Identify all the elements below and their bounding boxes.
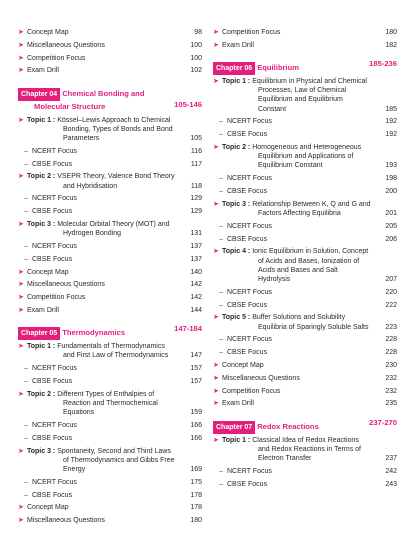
toc-entry-text: NCERT Focus xyxy=(32,421,77,429)
page-number: 230 xyxy=(385,361,397,369)
page-number: 228 xyxy=(385,336,397,344)
toc-entry[interactable] xyxy=(18,516,204,525)
toc-entry[interactable] xyxy=(213,235,399,244)
toc-entry-text xyxy=(27,447,204,475)
dash-bullet-icon: – xyxy=(24,421,28,429)
page-number: 205 xyxy=(385,222,397,230)
toc-entry-text xyxy=(222,247,399,284)
dash-bullet-icon: – xyxy=(219,288,223,296)
dash-bullet-icon: – xyxy=(24,160,28,168)
page-number: 180 xyxy=(190,517,202,525)
page-number: 169 xyxy=(190,465,202,473)
arrow-bullet-icon: ➤ xyxy=(18,306,24,314)
toc-entry[interactable] xyxy=(213,187,399,196)
topic-title: Ionic Equilibrium in Solution, Concept of Acids and Bases, Ionization of Acids and Bases and Salt Hydrolysis xyxy=(252,248,369,283)
dash-bullet-icon: – xyxy=(24,208,28,216)
dash-bullet-icon: – xyxy=(219,131,223,139)
page-number: 157 xyxy=(190,377,202,385)
toc-entry-text: Miscellaneous Questions xyxy=(27,517,105,525)
dash-bullet-icon: – xyxy=(219,188,223,195)
toc-entry-text: CBSE Focus xyxy=(32,255,73,263)
toc-entry[interactable] xyxy=(213,480,399,489)
topic-title: Different Types of Enthalpies of Reaction and Thermochemical Equations xyxy=(57,390,158,417)
arrow-bullet-icon: ➤ xyxy=(18,390,24,398)
toc-topic-entry[interactable] xyxy=(213,77,399,114)
toc-entry-text: Concept Map xyxy=(27,504,69,512)
dash-bullet-icon: – xyxy=(219,349,223,357)
dash-bullet-icon: – xyxy=(24,195,28,203)
page-number: 182 xyxy=(385,41,397,49)
arrow-bullet-icon: ➤ xyxy=(18,517,24,525)
arrow-bullet-icon: ➤ xyxy=(18,294,24,302)
toc-entry-text: NCERT Focus xyxy=(227,175,272,183)
chapter-page-range: 147-184 xyxy=(174,324,202,334)
toc-entry[interactable] xyxy=(213,117,399,126)
arrow-bullet-icon: ➤ xyxy=(18,268,24,276)
topic-label: Topic 3 : xyxy=(27,220,56,228)
chapter-title-block xyxy=(213,57,353,75)
page-number: 102 xyxy=(190,67,202,75)
toc-topic-entry[interactable] xyxy=(18,342,204,360)
page-number: 242 xyxy=(385,467,397,475)
toc-entry-text: Miscellaneous Questions xyxy=(222,374,300,382)
page-number: 206 xyxy=(385,235,397,243)
chapter-heading[interactable] xyxy=(213,416,399,431)
page-number: 228 xyxy=(385,349,397,357)
toc-entry[interactable] xyxy=(18,377,204,386)
arrow-bullet-icon: ➤ xyxy=(213,144,219,151)
page-number: 131 xyxy=(190,230,202,238)
toc-entry-text xyxy=(222,77,399,114)
dash-bullet-icon: – xyxy=(219,301,223,309)
toc-entry-text xyxy=(27,390,204,418)
toc-entry[interactable] xyxy=(213,288,399,297)
toc-entry-text: Exam Drill xyxy=(27,306,59,314)
chapter-page-range: 185-236 xyxy=(369,59,397,68)
chapter-page-range: 237-270 xyxy=(369,417,397,427)
toc-entry[interactable] xyxy=(18,478,204,487)
toc-entry-text: NCERT Focus xyxy=(32,147,77,155)
chapter-title-block xyxy=(213,416,353,434)
toc-entry[interactable] xyxy=(18,41,204,50)
dash-bullet-icon: – xyxy=(219,118,223,126)
chapter-heading[interactable] xyxy=(18,83,204,111)
toc-entry-text: CBSE Focus xyxy=(227,349,268,357)
toc-entry-text: CBSE Focus xyxy=(32,434,73,442)
toc-entry-text xyxy=(222,313,399,331)
page-number: 116 xyxy=(190,147,202,155)
chapter-badge: Chapter 06 xyxy=(213,62,255,75)
arrow-bullet-icon: ➤ xyxy=(213,41,219,49)
toc-entry-text: Exam Drill xyxy=(27,67,59,75)
toc-entry-text: NCERT Focus xyxy=(227,336,272,344)
page-number: 223 xyxy=(385,323,397,331)
topic-label: Topic 4 : xyxy=(222,248,251,256)
topic-label: Topic 2 : xyxy=(222,144,251,151)
page-number: 166 xyxy=(190,434,202,442)
toc-entry-text xyxy=(27,172,204,190)
page-number: 118 xyxy=(190,182,202,190)
toc-entry-text: CBSE Focus xyxy=(227,301,268,309)
arrow-bullet-icon: ➤ xyxy=(18,281,24,289)
toc-left-column xyxy=(18,28,204,529)
toc-topic-entry[interactable] xyxy=(18,172,204,190)
chapter-title-line-2: Molecular Structure xyxy=(34,101,106,111)
dash-bullet-icon: – xyxy=(24,242,28,250)
dash-bullet-icon: – xyxy=(24,434,28,442)
toc-entry-text: NCERT Focus xyxy=(227,288,272,296)
page-number: 178 xyxy=(190,491,202,499)
arrow-bullet-icon: ➤ xyxy=(18,41,24,49)
toc-entry-text: Concept Map xyxy=(222,361,264,369)
page-number: 192 xyxy=(385,118,397,126)
toc-entry-text: CBSE Focus xyxy=(32,377,73,385)
dash-bullet-icon: – xyxy=(219,480,223,488)
page-number: 142 xyxy=(190,294,202,302)
toc-entry-text: NCERT Focus xyxy=(227,222,272,230)
topic-title: Fundamentals of Thermodynamics and First Law of Thermodynamics xyxy=(57,343,169,360)
dash-bullet-icon: – xyxy=(24,377,28,385)
toc-entry-text: NCERT Focus xyxy=(227,467,272,475)
dash-bullet-icon: – xyxy=(219,175,223,183)
toc-topic-entry[interactable] xyxy=(18,390,204,418)
dash-bullet-icon: – xyxy=(24,255,28,263)
arrow-bullet-icon: ➤ xyxy=(213,436,219,444)
page-number: 129 xyxy=(190,208,202,216)
toc-topic-entry[interactable] xyxy=(18,447,204,475)
toc-topic-entry[interactable] xyxy=(213,200,399,218)
dash-bullet-icon: – xyxy=(219,336,223,344)
toc-entry[interactable] xyxy=(213,41,399,50)
toc-entry-text: CBSE Focus xyxy=(32,208,73,216)
page-number: 232 xyxy=(385,387,397,395)
page-number: 185 xyxy=(385,105,397,113)
toc-topic-entry[interactable] xyxy=(18,116,204,144)
arrow-bullet-icon: ➤ xyxy=(213,361,219,369)
page-number: 129 xyxy=(190,195,202,203)
page-number: 192 xyxy=(385,131,397,139)
toc-entry-text: NCERT Focus xyxy=(32,478,77,486)
topic-title: Classical Idea of Redox Reactions and Redox Reactions in Terms of Electron Transfer xyxy=(252,436,361,462)
page-number: 235 xyxy=(385,400,397,408)
toc-entry[interactable] xyxy=(213,335,399,344)
topic-label: Topic 2 : xyxy=(27,173,56,181)
page-number: 222 xyxy=(385,301,397,309)
chapter-title-block xyxy=(18,322,158,340)
arrow-bullet-icon: ➤ xyxy=(18,67,24,75)
toc-entry-text: Competition Focus xyxy=(27,294,86,302)
arrow-bullet-icon: ➤ xyxy=(213,387,219,395)
page-number: 175 xyxy=(190,478,202,486)
page-number: 100 xyxy=(190,41,202,49)
toc-entry-text xyxy=(27,342,204,360)
topic-label: Topic 1 : xyxy=(222,78,251,85)
toc-entry-text: CBSE Focus xyxy=(32,160,73,168)
chapter-heading[interactable] xyxy=(18,322,204,337)
page-number: 198 xyxy=(385,175,397,183)
toc-entry-text: Exam Drill xyxy=(222,400,254,408)
topic-title: Kössel–Lewis Approach to Chemical Bonding, Types of Bonds and Bond Parameters xyxy=(57,116,173,142)
arrow-bullet-icon: ➤ xyxy=(18,504,24,512)
toc-entry-text: CBSE Focus xyxy=(227,131,268,139)
dash-bullet-icon: – xyxy=(219,222,223,230)
toc-entry-text xyxy=(222,143,399,171)
arrow-bullet-icon: ➤ xyxy=(213,400,219,408)
toc-entry-text xyxy=(222,200,399,218)
toc-entry-text xyxy=(27,116,204,144)
topic-title: Equilibrium in Physical and Chemical Processes, Law of Chemical Equilibrium and Equilibrium Constant xyxy=(252,78,367,113)
toc-entry-text: NCERT Focus xyxy=(32,195,77,203)
chapter-badge: Chapter 07 xyxy=(213,421,255,434)
page-number: 137 xyxy=(190,255,202,263)
toc-entry-text xyxy=(27,220,204,238)
toc-topic-entry[interactable] xyxy=(18,220,204,238)
toc-topic-entry[interactable] xyxy=(213,247,399,284)
arrow-bullet-icon: ➤ xyxy=(18,116,24,124)
topic-label: Topic 1 : xyxy=(222,436,251,444)
topic-title: Spontaneity, Second and Third Laws of Thermodynamics and Gibbs Free Energy xyxy=(57,447,175,473)
page-number: 243 xyxy=(385,480,397,488)
toc-entry-text: Miscellaneous Questions xyxy=(27,281,105,289)
toc-entry[interactable] xyxy=(18,293,204,302)
arrow-bullet-icon: ➤ xyxy=(213,248,219,256)
topic-label: Topic 3 : xyxy=(222,200,251,208)
toc-entry-text: Competition Focus xyxy=(222,387,281,395)
toc-entry-text: Concept Map xyxy=(27,268,69,276)
topic-label: Topic 5 : xyxy=(222,314,251,322)
toc-entry[interactable] xyxy=(213,301,399,310)
page-number: 98 xyxy=(194,29,202,36)
toc-entry[interactable] xyxy=(18,28,204,37)
toc-entry[interactable] xyxy=(18,54,204,63)
chapter-title: Chemical Bonding and xyxy=(62,88,145,98)
toc-entry[interactable] xyxy=(213,174,399,183)
page-number: 232 xyxy=(385,374,397,382)
chapter-badge: Chapter 05 xyxy=(18,327,60,340)
topic-label: Topic 2 : xyxy=(27,390,56,398)
topic-label: Topic 3 : xyxy=(27,447,56,455)
topic-title: Molecular Orbital Theory (MOT) and Hydrogen Bonding xyxy=(57,220,170,238)
topic-title: VSEPR Theory, Valence Bond Theory and Hybridisation xyxy=(57,173,175,190)
toc-entry-text: NCERT Focus xyxy=(227,118,272,126)
chapter-badge: Chapter 04 xyxy=(18,88,60,101)
page-number: 159 xyxy=(190,409,202,417)
toc-entry[interactable] xyxy=(18,434,204,443)
chapter-title: Thermodynamics xyxy=(62,328,126,338)
page-number: 237 xyxy=(385,454,397,462)
toc-entry[interactable] xyxy=(18,147,204,156)
toc-entry-text: CBSE Focus xyxy=(32,491,73,499)
topic-title: Homogeneous and Heterogeneous Equilibrium and Applications of Equilibrium Constant xyxy=(252,144,362,170)
dash-bullet-icon: – xyxy=(219,467,223,475)
toc-entry-text: CBSE Focus xyxy=(227,235,268,243)
page-number: 201 xyxy=(385,210,397,217)
topic-label: Topic 1 : xyxy=(27,343,56,351)
page-number: 200 xyxy=(385,188,397,195)
toc-entry[interactable] xyxy=(213,361,399,370)
toc-entry[interactable] xyxy=(18,207,204,216)
page-number: 157 xyxy=(190,365,202,373)
page-number: 144 xyxy=(190,306,202,314)
page-number: 178 xyxy=(190,504,202,512)
topic-label: Topic 1 : xyxy=(27,116,56,124)
arrow-bullet-icon: ➤ xyxy=(213,78,219,85)
toc-entry[interactable] xyxy=(18,503,204,512)
dash-bullet-icon: – xyxy=(24,365,28,373)
arrow-bullet-icon: ➤ xyxy=(18,29,24,36)
page-number: 180 xyxy=(385,29,397,36)
toc-entry[interactable] xyxy=(213,399,399,408)
toc-entry[interactable] xyxy=(213,467,399,476)
toc-topic-entry[interactable] xyxy=(213,143,399,171)
chapter-title: Equilibrium xyxy=(257,63,299,72)
toc-entry[interactable] xyxy=(18,364,204,373)
arrow-bullet-icon: ➤ xyxy=(18,173,24,181)
toc-entry-text: NCERT Focus xyxy=(32,242,77,250)
toc-topic-entry[interactable] xyxy=(213,313,399,331)
chapter-title-block xyxy=(18,83,158,113)
toc-entry[interactable] xyxy=(18,306,204,315)
toc-entry-text: CBSE Focus xyxy=(227,480,268,488)
arrow-bullet-icon: ➤ xyxy=(213,314,219,322)
toc-entry[interactable] xyxy=(18,421,204,430)
arrow-bullet-icon: ➤ xyxy=(18,343,24,351)
dash-bullet-icon: – xyxy=(24,491,28,499)
toc-entry[interactable] xyxy=(18,242,204,251)
toc-entry[interactable] xyxy=(213,130,399,139)
toc-entry[interactable] xyxy=(18,491,204,500)
toc-entry[interactable] xyxy=(213,28,399,37)
toc-entry[interactable] xyxy=(213,387,399,396)
chapter-heading[interactable] xyxy=(213,57,399,72)
page-number: 117 xyxy=(190,160,202,168)
toc-entry-text: Competition Focus xyxy=(27,54,86,62)
toc-right-column xyxy=(213,28,399,492)
page-number: 137 xyxy=(190,242,202,250)
dash-bullet-icon: – xyxy=(219,235,223,243)
page-number: 166 xyxy=(190,421,202,429)
toc-entry-text: NCERT Focus xyxy=(32,365,77,373)
dash-bullet-icon: – xyxy=(24,478,28,486)
page-number: 193 xyxy=(385,162,397,170)
toc-entry-text: Exam Drill xyxy=(222,41,254,49)
arrow-bullet-icon: ➤ xyxy=(18,54,24,62)
chapter-title: Redox Reactions xyxy=(257,421,319,431)
toc-entry-text: Miscellaneous Questions xyxy=(27,41,105,49)
dash-bullet-icon: – xyxy=(24,147,28,155)
topic-title: Buffer Solutions and Solubility Equilibria of Sparingly Soluble Salts xyxy=(252,314,369,331)
page-number: 147 xyxy=(190,352,202,360)
topic-title: Relationship Between K, Q and G and Factors Affecting Equilibria xyxy=(252,200,371,217)
toc-entry[interactable] xyxy=(213,348,399,357)
toc-entry[interactable] xyxy=(18,194,204,203)
toc-entry[interactable] xyxy=(213,222,399,231)
arrow-bullet-icon: ➤ xyxy=(18,447,24,455)
toc-topic-entry[interactable] xyxy=(213,436,399,464)
page-number: 220 xyxy=(385,288,397,296)
page-number: 207 xyxy=(385,276,397,283)
toc-entry[interactable] xyxy=(18,280,204,289)
arrow-bullet-icon: ➤ xyxy=(213,374,219,382)
chapter-page-range: 105-146 xyxy=(174,99,202,109)
page-number: 140 xyxy=(190,268,202,276)
page-number: 142 xyxy=(190,281,202,289)
page-number: 105 xyxy=(190,135,202,142)
toc-entry-text: Competition Focus xyxy=(222,29,281,36)
toc-entry[interactable] xyxy=(18,160,204,169)
toc-entry[interactable] xyxy=(18,268,204,277)
toc-entry[interactable] xyxy=(213,374,399,383)
toc-entry-text xyxy=(222,436,399,464)
arrow-bullet-icon: ➤ xyxy=(18,220,24,228)
page-number: 100 xyxy=(190,54,202,62)
toc-entry-text: CBSE Focus xyxy=(227,188,268,195)
arrow-bullet-icon: ➤ xyxy=(213,29,219,36)
toc-entry[interactable] xyxy=(18,66,204,75)
arrow-bullet-icon: ➤ xyxy=(213,200,219,208)
toc-entry-text: Concept Map xyxy=(27,29,69,36)
toc-entry[interactable] xyxy=(18,255,204,264)
